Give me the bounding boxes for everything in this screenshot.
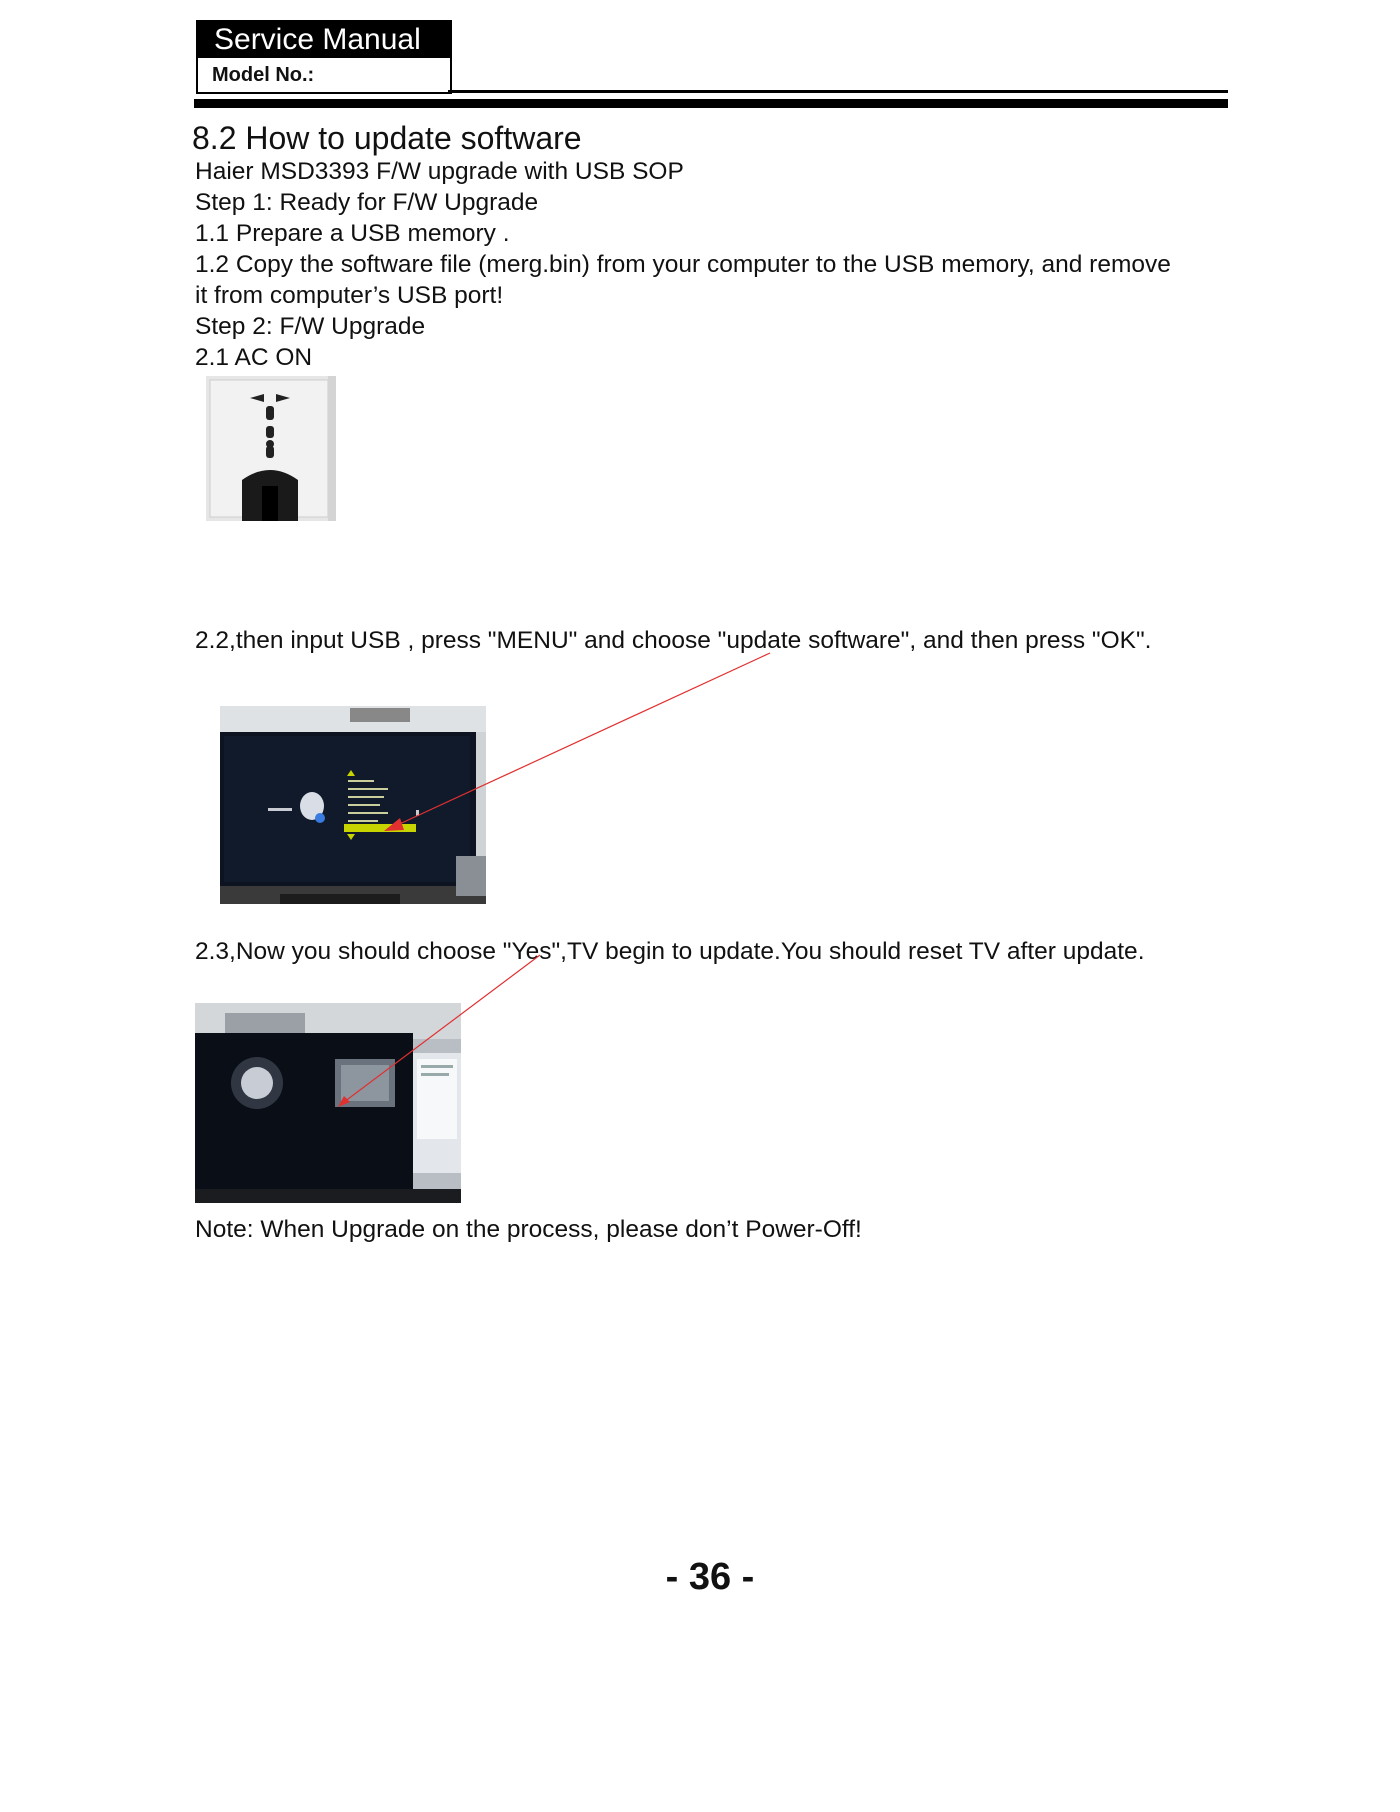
text-line: 1.1 Prepare a USB memory . bbox=[195, 220, 510, 247]
arrow-head-update-software bbox=[384, 818, 404, 831]
text-line: Step 1: Ready for F/W Upgrade bbox=[195, 189, 539, 216]
text-line: 1.2 Copy the software file (merg.bin) from your computer to the USB memory, and remove bbox=[195, 251, 1171, 278]
step-2-3-text: 2.3,Now you should choose "Yes",TV begin to update.You should reset TV after update. bbox=[195, 938, 1145, 965]
text-line: it from computer’s USB port! bbox=[195, 282, 504, 309]
note-text: Note: When Upgrade on the process, please don’t Power-Off! bbox=[195, 1216, 862, 1243]
arrow-head-yes bbox=[338, 1096, 350, 1107]
model-number-label: Model No.: bbox=[212, 64, 315, 86]
text-line: Step 2: F/W Upgrade bbox=[195, 313, 426, 340]
page-number: - 36 - bbox=[665, 1556, 755, 1598]
text-line: 2.1 AC ON bbox=[195, 344, 313, 371]
section-heading: 8.2 How to update software bbox=[192, 120, 582, 156]
text-line: Haier MSD3393 F/W upgrade with USB SOP bbox=[195, 158, 684, 185]
header-title: Service Manual bbox=[198, 22, 450, 58]
arrow-line-update-software bbox=[393, 653, 770, 827]
arrow-line-yes bbox=[340, 955, 540, 1105]
step-2-2-text: 2.2,then input USB , press "MENU" and choose "update software", and then press "OK". bbox=[195, 627, 1152, 654]
